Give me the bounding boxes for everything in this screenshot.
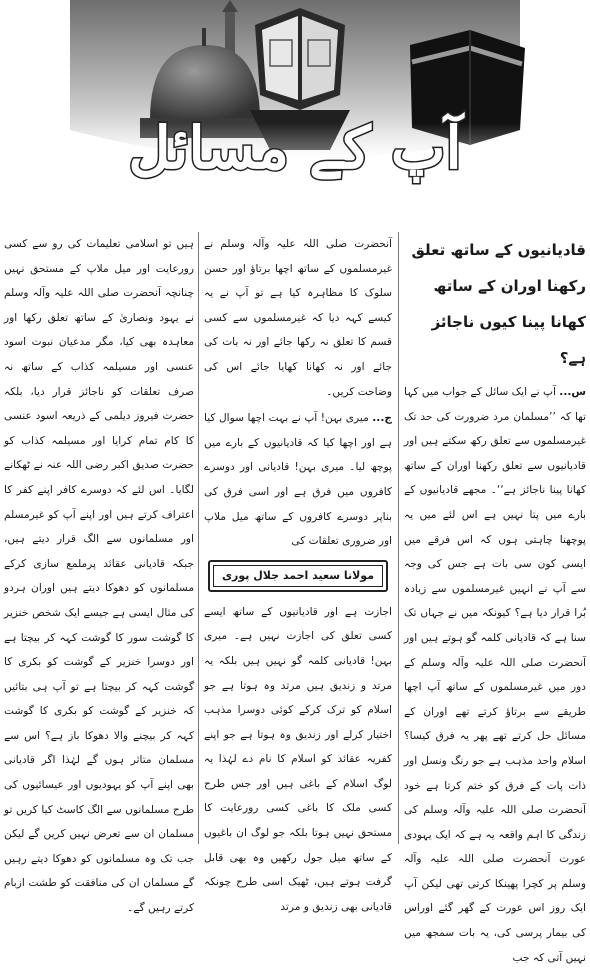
- answer-conclusion: ہیں تو اسلامی تعلیمات کی رو سے کسی رورعایت اور میل ملاپ کے مستحق نہیں چنانچہ آنحضرت صلی اللہ علیہ وآلہ وسلم نے یہود ونصاریٰ کے ساتھ تعلق رکھا اور معاہدہ بھی کیا، مگر مدعیان نبوت اسود عنسی اور مسیلمہ کذاب کے ساتھ نہ صرف تعلقات کو ناجائز قرار دیا، بلکہ حضرت فیروز دیلمی کے ذریعہ اسود عنسی کا کام تمام کرایا اور مسیلمہ کذاب کو حضرت صدیق اکبر رضی اللہ عنہ نے ٹھکانے لگایا۔ اس لئے کہ دوسرے کافر اپنے کفر کا اعتراف کرتے ہیں اور اپنے آپ کو غیرمسلم اور مسلمانوں سے الگ قرار دیتے ہیں، جبکہ قادیانی عقائد پرملمع سازی کرکے مسلمانوں کو دھوکا دیتے ہیں اوران ہردو کی مثال ایسی ہے جیسے ایک شخص خنزیر کا گوشت سور کا گوشت کہہ کر بیچتا ہے اور دوسرا خنزیر کے گوشت کو بکری کا گوشت کہہ کر بیچتا ہے تو آپ ہی بتائیں کہ خنزیر کے گوشت کو بکری کا گوشت کہہ کر بیچنے والا دھوکا باز ہے؟ اس سے مسلمان متاثر ہوں گے لہٰذا اگر قادیانی بھی اپنے آپ کو یہودیوں اور عیسائیوں کی طرح مسلمانوں سے الگ کاسٹ کیا کریں تو مسلمان ان سے تعرض نہیں کریں گے لیکن جب تک وہ مسلمانوں کو دھوکا دیتے رہیں گے مسلمان ان کی منافقت کو طشت ازبام کرتے رہیں گے۔: [4, 238, 194, 915]
- column-middle: [204, 232, 392, 913]
- author-box: [208, 560, 388, 592]
- answer-text: میری بہن! آپ نے بہت اچھا سوال کیا ہے اور اچھا کیا کہ قادیانیوں کے بارے میں پوچھ لیا۔ میری بہن! قادیانی اور دوسرے کافروں میں فرق ہے اور اسی فرق کی بناپر دوسرے کافروں کے ساتھ میل ملاپ اور ضروری تعلقات کی: [204, 412, 392, 548]
- author-name: مولانا سعید احمد جلال پوری: [213, 565, 383, 587]
- column-divider-left: [198, 232, 199, 844]
- answer-label: ج...: [372, 412, 392, 425]
- question-label: س...: [559, 386, 586, 398]
- question-paragraph: [404, 380, 586, 970]
- column-divider-right: [398, 232, 399, 844]
- question-text: آپ نے ایک سائل کے جواب میں کہا تھا کہ ’’مسلمان مرد ضرورت کی حد تک غیرمسلموں سے تعلق رکھ سکتے ہیں اور قادیانیوں سے تعلق رکھنا اوران کے ساتھ کھانا پینا ناجائز ہے‘‘۔ مجھے قادیانیوں کے بارے میں پتا نہیں ہے اس لئے میں یہ پوچھنا چاہتی ہوں کہ اس فرقے میں ایسی کون سی بات ہے جس کی وجہ سے آپ نے انہیں غیرمسلموں سے زیادہ بُرا قرار دیا ہے؟ کیونکہ میں نے جہاں تک سنا ہے کہ قادیانی کلمہ گو ہوتے ہیں اور آنحضرت صلی اللہ علیہ وآلہ وسلم کے دور میں غیرمسلموں کے ساتھ آپ اچھا طریقے سے برتاؤ کرتے تھے اوران کے مسائل حل کرتے تھے پھر یہ فرق کیسا؟ اسلام واحد مذہب ہے جو رنگ ونسل اور ذات پات کے فرق کو ختم کرتا ہے خود آنحضرت صلی اللہ علیہ وآلہ وسلم کی زندگی کا اہم واقعہ یہ ہے کہ ایک یہودی عورت آنحضرت صلی اللہ علیہ وآلہ وسلم پر کچرا پھینکا کرتی تھی لیکن آپ ایک روز اس عورت کے گھر گئے اوراس کی بیمار پرسی کی، یہ بات سمجھ میں نہیں آتی کہ جب: [404, 386, 586, 964]
- banner-artwork: [0, 0, 590, 205]
- column-right: [404, 232, 586, 964]
- header-banner: [0, 0, 590, 205]
- question-continuation: آنحضرت صلی اللہ علیہ وآلہ وسلم نے غیرمسلموں کے ساتھ اچھا برتاؤ اور حسن سلوک کا مظاہرہ کیا ہے تو آپ نے یہ کیسے کہہ دیا کہ غیرمسلموں سے کسی قسم کا تعلق نہ رکھا جائے اور نہ بات کی جائے اور نہ کھانا کھایا جائے اس کی وضاحت کریں۔: [204, 238, 392, 398]
- answer-continuation: اجازت ہے اور قادیانیوں کے ساتھ ایسے کسی تعلق کی اجازت نہیں ہے۔ میری بہن! قادیانی کلمہ گو نہیں ہیں بلکہ یہ مرتد و زندیق ہیں مرتد وہ ہوتا ہے جو اسلام کو ترک کرکے کوئی دوسرا مذہب اختیار کرلے اور زندیق وہ ہوتا ہے جو اپنے کفریہ عقائد کو اسلام کا نام دے لہٰذا یہ لوگ اسلام کے باغی ہیں اور جس طرح کسی ملک کا باغی کسی رورعایت کا مستحق نہیں ہوتا بلکہ جو لوگ ان باغیوں کے ساتھ میل جول رکھیں وہ بھی قابل گرفت ہوتے ہیں، ٹھیک اسی طرح چونکہ قادیانی بھی زندیق و مرتد: [204, 605, 392, 913]
- answer-paragraph: [204, 406, 392, 554]
- column-left: [4, 232, 194, 915]
- page-title: آپ کے مسائل: [128, 114, 462, 182]
- question-title: قادیانیوں کے ساتھ تعلق رکھنا اوران کے ساتھ کھانا پینا کیوں ناجائز ہے؟: [411, 241, 586, 367]
